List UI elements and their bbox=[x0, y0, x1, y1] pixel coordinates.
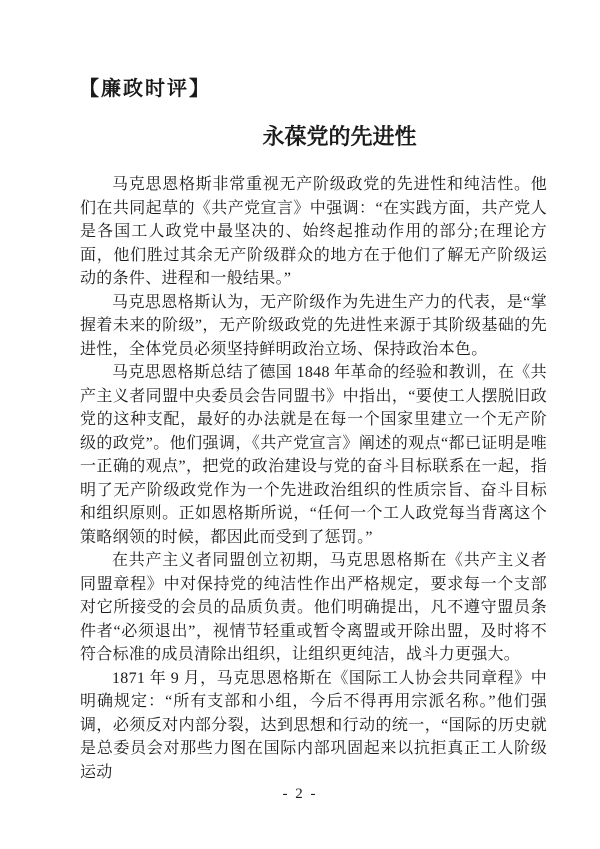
paragraph-2: 马克思恩格斯认为，无产阶级作为先进生产力的代表，是“掌握着未来的阶级”，无产阶级政党的先进性来源于其阶级基础的先进性，全体党员必须坚持鲜明政治立场、保持政治本色。 bbox=[80, 293, 547, 358]
paragraph-4: 在共产主义者同盟创立初期，马克思恩格斯在《共产主义者同盟章程》中对保持党的纯洁性作出严格规定，要求每一个支部对它所接受的会员的品质负责。他们明确提出，凡不遵守盟员条件者“必须退出”，视情节轻重或暂令离盟或开除出盟，及时将不符合标准的成员清除出组织，让组织更纯洁，战斗力更强大。 bbox=[80, 552, 547, 663]
paragraph-5: 1871 年 9 月，马克思恩格斯在《国际工人协会共同章程》中明确规定：“所有支部和小组，今后不得再用宗派名称。”他们强调，必须反对内部分裂，达到思想和行动的统一，“国际的历史就是总委员会对那些力图在国际内部巩固起来以抗拒真正工人阶级运动 bbox=[80, 669, 547, 781]
document-title: 永葆党的先进性 bbox=[262, 124, 417, 149]
document-body bbox=[80, 173, 547, 784]
page-number: - 2 - bbox=[282, 786, 318, 802]
paragraph-3: 马克思恩格斯总结了德国 1848 年革命的经验和教训，在《共产主义者同盟中央委员会告同盟书》中指出，“要使工人摆脱旧政党的这种支配，最好的办法就是在每一个国家里建立一个无产阶级的政党”。他们强调，《共产党宣言》阐述的观点“都已证明是唯一正确的观点”，把党的政治建设与党的奋斗目标联系在一起，指明了无产阶级政党作为一个先进政治组织的性质宗旨、奋斗目标和组织原则。正如恩格斯所说，“任何一个工人政党每当背离这个策略纲领的时候，都因此而受到了惩罚。” bbox=[80, 364, 547, 546]
paragraph-1: 马克思恩格斯非常重视无产阶级政党的先进性和纯洁性。他们在共同起草的《共产党宣言》中强调：“在实践方面，共产党人是各国工人政党中最坚决的、始终起推动作用的部分;在理论方面，他们胜过其余无产阶级群众的地方在于他们了解无产阶级运动的条件、进程和一般结果。” bbox=[80, 176, 547, 287]
section-tag: 【廉政时评】 bbox=[79, 78, 211, 100]
